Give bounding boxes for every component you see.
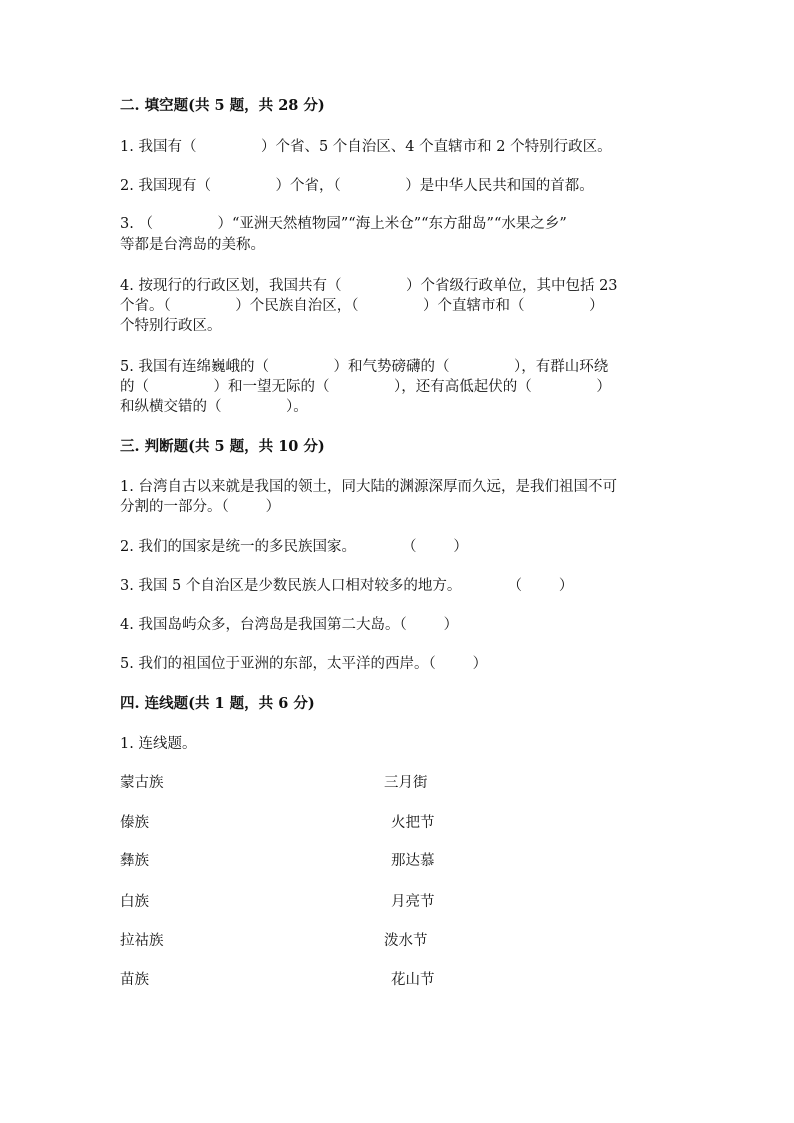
matching-question-1: 1. 连线题。 [120,736,197,752]
true-false-question-1-line-1: 1. 台湾自古以来就是我国的领土，同大陆的渊源深厚而久远，是我们祖国不可 [120,479,617,495]
festival-item: 月亮节 [391,894,435,910]
ethnic-group-item: 苗族 [120,972,149,988]
fill-blank-question-1: 1. 我国有（ ）个省、5 个自治区、4 个直辖市和 2 个特别行政区。 [120,139,612,155]
fill-blank-question-2: 2. 我国现有（ ）个省，（ ）是中华人民共和国的首都。 [120,178,594,194]
festival-item: 火把节 [391,815,435,831]
ethnic-group-item: 彝族 [120,853,149,869]
festival-item: 泼水节 [384,933,428,949]
fill-blank-question-5-line-3: 和纵横交错的（ ）。 [120,399,308,415]
true-false-question-2: 2. 我们的国家是统一的多民族国家。 （ ） [120,539,468,555]
fill-blank-question-4-line-1: 4. 按现行的行政区划，我国共有（ ）个省级行政单位，其中包括 23 [120,278,618,294]
fill-blank-question-4-line-3: 个特别行政区。 [120,318,222,334]
section-heading-matching: 四. 连线题(共 1 题，共 6 分) [120,695,315,712]
ethnic-group-item: 蒙古族 [120,775,164,791]
fill-blank-question-5-line-1: 5. 我国有连绵巍峨的（ ）和气势磅礴的（ ），有群山环绕 [120,359,609,375]
fill-blank-question-5-line-2: 的（ ）和一望无际的（ ），还有高低起伏的（ ） [120,379,611,395]
ethnic-group-item: 拉祜族 [120,933,164,949]
true-false-question-4: 4. 我国岛屿众多，台湾岛是我国第二大岛。（ ） [120,617,459,633]
fill-blank-question-4-line-2: 个省。（ ）个民族自治区，（ ）个直辖市和（ ） [120,298,604,314]
fill-blank-question-3-line-2: 等都是台湾岛的美称。 [120,237,265,253]
fill-blank-question-3-line-1: 3. （ ）“亚洲天然植物园”“海上米仓”“东方甜岛”“水果之乡” [120,216,567,232]
section-heading-true-false: 三. 判断题(共 5 题，共 10 分) [120,438,325,455]
true-false-question-5: 5. 我们的祖国位于亚洲的东部，太平洋的西岸。（ ） [120,656,488,672]
ethnic-group-item: 傣族 [120,815,149,831]
true-false-question-3: 3. 我国 5 个自治区是少数民族人口相对较多的地方。 （ ） [120,578,574,594]
festival-item: 花山节 [391,972,435,988]
section-heading-fill-blank: 二. 填空题(共 5 题，共 28 分) [120,97,325,114]
ethnic-group-item: 白族 [120,894,149,910]
festival-item: 那达慕 [391,853,435,869]
festival-item: 三月街 [384,775,428,791]
true-false-question-1-line-2: 分割的一部分。（ ） [120,499,281,515]
